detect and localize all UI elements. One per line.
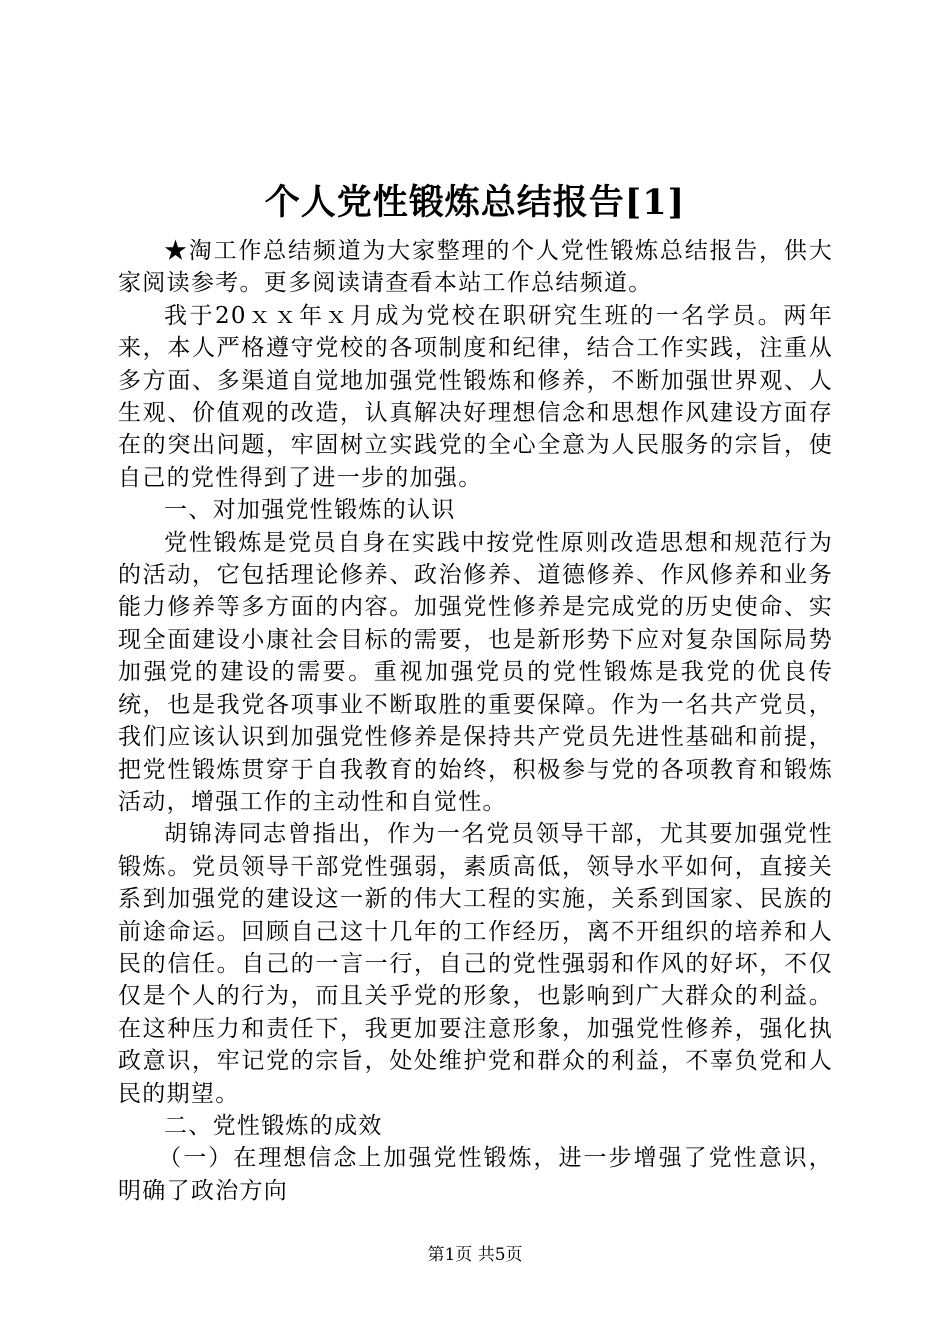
document-title: 个人党性锻炼总结报告[1] bbox=[264, 182, 686, 223]
section-heading-1: 一、对加强党性锻炼的认识 bbox=[164, 497, 456, 524]
paragraph-understanding: 党性锻炼是党员自身在实践中按党性原则改造思想和规范行为的活动，它包括理论修养、政治修养、道德修养、作风修养和业务能力修养等多方面的内容。加强党性修养是完成党的历史使命、实现全面建设小康社会目标的需要，也是新形势下应对复杂国际局势加强党的建设的需要。重视加强党员的党性锻炼是我党的优良传统，也是我党各项事业不断取胜的重要保障。作为一名共产党员，我们应该认识到加强党性修养是保持共产党员先进性基础和前提，把党性锻炼贯穿于自我教育的始终，积极参与党的各项教育和锻炼活动，增强工作的主动性和自觉性。 bbox=[118, 529, 833, 815]
subsection-heading-1: （一）在理想信念上加强党性锻炼，进一步增强了党性意识，明确了政治方向 bbox=[118, 1145, 833, 1204]
document-body bbox=[118, 235, 833, 1207]
section-heading-2: 二、党性锻炼的成效 bbox=[164, 1112, 383, 1139]
paragraph-background: 我于20ｘｘ年ｘ月成为党校在职研究生班的一名学员。两年来，本人严格遵守党校的各项制度和纪律，结合工作实践，注重从多方面、多渠道自觉地加强党性锻炼和修养，不断加强世界观、人生观、价值观的改造，认真解决好理想信念和思想作风建设方面存在的突出问题，牢固树立实践党的全心全意为人民服务的宗旨，使自己的党性得到了进一步的加强。 bbox=[118, 302, 833, 491]
page-footer: 第1页 共5页 bbox=[427, 1245, 523, 1265]
paragraph-hu-jintao: 胡锦涛同志曾指出，作为一名党员领导干部，尤其要加强党性锻炼。党员领导干部党性强弱，素质高低，领导水平如何，直接关系到加强党的建设这一新的伟大工程的实施，关系到国家、民族的前途命运。回顾自己这十几年的工作经历，离不开组织的培养和人民的信任。自己的一言一行，自己的党性强弱和作风的好坏，不仅仅是个人的行为，而且关乎党的形象，也影响到广大群众的利益。在这种压力和责任下，我更加要注意形象，加强党性修养，强化执政意识，牢记党的宗旨，处处维护党和群众的利益，不辜负党和人民的期望。 bbox=[118, 821, 833, 1107]
intro-paragraph: ★淘工作总结频道为大家整理的个人党性锻炼总结报告，供大家阅读参考。更多阅读请查看本站工作总结频道。 bbox=[118, 238, 833, 297]
